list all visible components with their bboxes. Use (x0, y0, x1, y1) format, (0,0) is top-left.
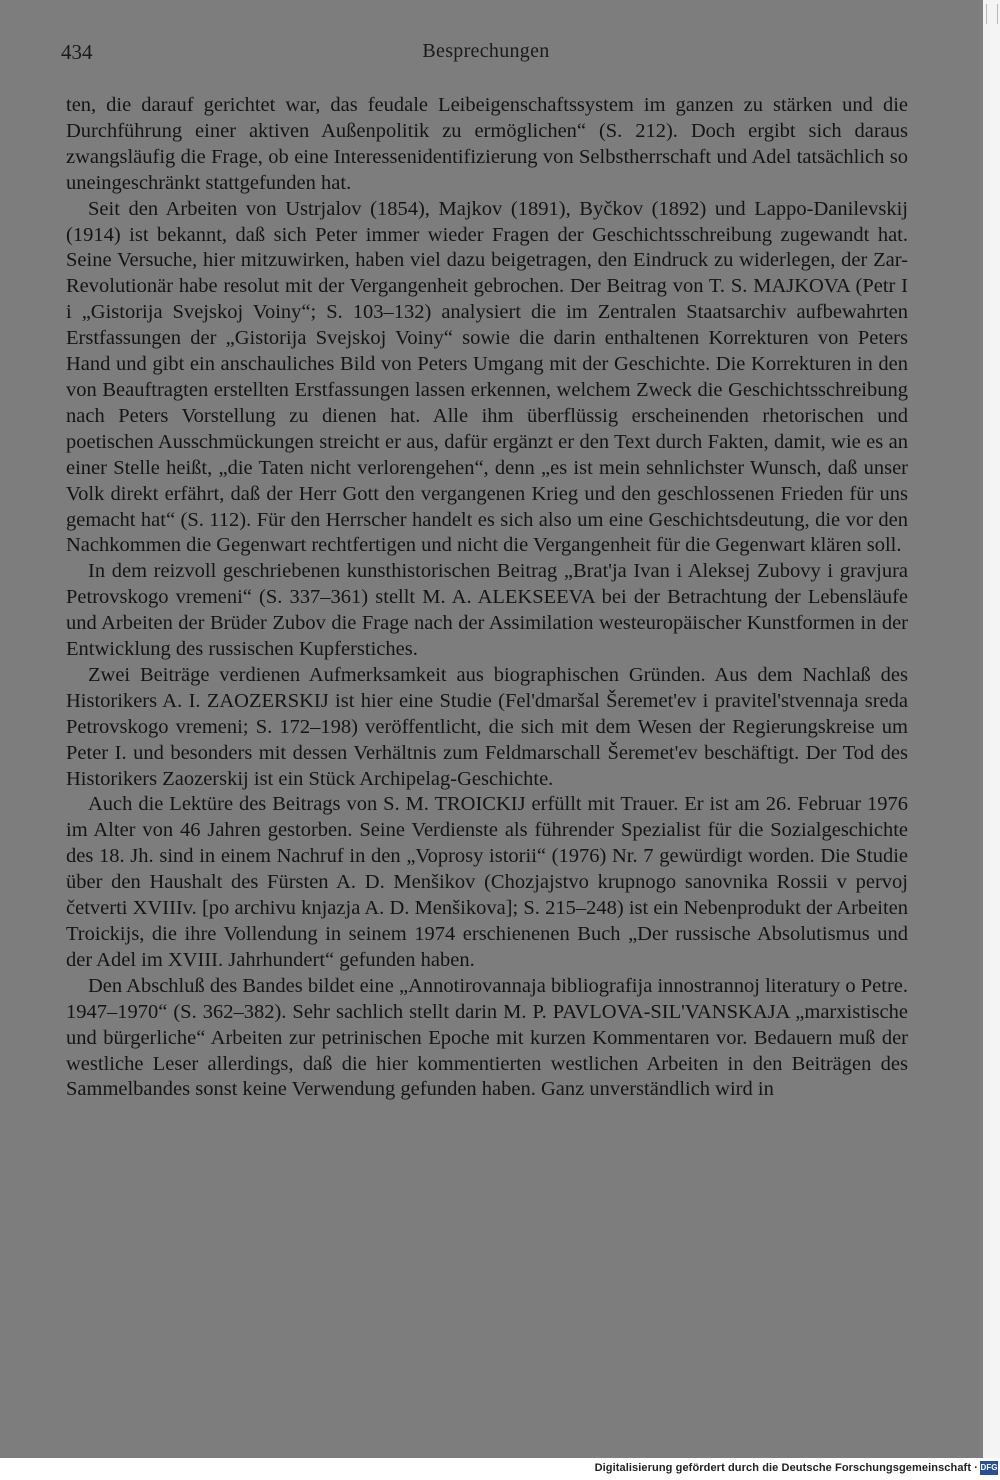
running-head: Besprechungen (422, 40, 550, 62)
paragraph: ten, die darauf gerichtet war, das feudale Leibeigenschaftssystem im ganzen zu stärken und die Durchführung einer aktiven Außenpolitik zu ermöglichen“ (S. 212). Doch ergibt sich daraus zwangsläufig die Frage, ob eine Interessenidentifizierung von Selbstherrschaft und Adel tatsächlich so uneingeschränkt stattgefunden hat. (66, 94, 908, 194)
paragraph: Auch die Lektüre des Beitrags von S. M. TROICKIJ erfüllt mit Trauer. Er ist am 26. Februar 1976 im Alter von 46 Jahren gestorben. Seine Verdienste als führender Spezialist für die Sozialgeschichte des 18. Jh. sind in einem Nachruf in den „Voprosy istorii“ (1976) Nr. 7 gewürdigt worden. Die Studie über den Haushalt des Fürsten A. D. Menšikov (Chozjajstvo krupnogo sanovnika Rossii v pervoj četverti XVIIIv. [po archivu knjazja A. D. Menšikova]; S. 215–248) ist ein Nebenprodukt der Arbeiten Troickijs, die ihre Vollendung in seinem 1974 erschienenen Buch „Der russische Absolutismus und der Adel im XVIII. Jahrhundert“ gefunden haben. (66, 793, 908, 971)
funding-credit: Digitalisierung gefördert durch die Deutsche Forschungsgemeinschaft · (594, 1462, 978, 1474)
page-header (61, 40, 911, 66)
page-number: 434 (61, 40, 93, 64)
dfg-logo-icon: DFG (980, 1461, 998, 1475)
paragraph: Den Abschluß des Bandes bildet eine „Annotirovannaja bibliografija innostrannoj literatury o Petre. 1947–1970“ (S. 362–382). Sehr sachlich stellt darin M. P. PAVLOVA-SIL'VANSKAJA „marxistische und bürgerliche“ Arbeiten zur petrinischen Epoche mit kurzen Kommentaren vor. Bedauern muß der westliche Leser allerdings, daß die hier kommentierten westlichen Arbeiten in den Beiträgen des Sammelbandes sonst keine Verwendung gefunden haben. Ganz unverständlich wird in (66, 974, 908, 1101)
paragraph: Seit den Arbeiten von Ustrjalov (1854), Majkov (1891), Byčkov (1892) und Lappo-Danilevskij (1914) ist bekannt, daß sich Peter immer wieder Fragen der Geschichtsschreibung zugewandt hat. Seine Versuche, hier mitzuwirken, haben viel dazu beigetragen, den Eindruck zu widerlegen, der Zar-Revolutionär habe resolut mit der Vergangenheit gebrochen. Der Beitrag von T. S. MAJKOVA (Petr I i „Gistorija Svejskoj Voiny“; S. 103–132) analysiert die im Zentralen Staatsarchiv aufbewahrten Erstfassungen der „Gistorija Svejskoj Voiny“ sowie die darin enthaltenen Korrekturen von Peters Hand und gibt ein anschauliches Bild von Peters Umgang mit der Geschichte. Die Korrekturen in den von Beauftragten erstellten Erstfassungen lassen erkennen, welchem Zweck die Geschichtsschreibung nach Peters Vorstellung zu dienen hat. Alle ihm überflüssig erscheinenden rhetorischen und poetischen Ausschmückungen streicht er aus, dafür ergänzt er den Text durch Fakten, damit, wie es an einer Stelle heißt, „die Taten nicht verlorengehen“, denn „es ist mein sehnlichster Wunsch, daß unser Volk direkt erfährt, daß der Herr Gott den vergangenen Krieg und den geschlossenen Frieden für uns gemacht hat“ (S. 112). Für den Herrscher handelt es sich also um eine Geschichtsdeutung, die vor den Nachkommen die Gegenwart rechtfertigen und nicht die Vergangenheit für die Gegenwart klären soll. (66, 197, 908, 557)
digitization-footer (0, 1458, 1000, 1480)
article-body (66, 93, 908, 1103)
edge-marks (986, 4, 998, 24)
paragraph: In dem reizvoll geschriebenen kunsthistorischen Beitrag „Brat'ja Ivan i Aleksej Zubovy i gravjura Petrovskogo vremeni“ (S. 337–361) stellt M. A. ALEKSEEVA bei der Betrachtung der Lebensläufe und Arbeiten der Brüder Zubov die Frage nach der Assimilation westeuropäischer Kunstformen in der Entwicklung des russischen Kupferstiches. (66, 560, 908, 661)
page-edge (983, 0, 1000, 1458)
paragraph: Zwei Beiträge verdienen Aufmerksamkeit aus biographischen Gründen. Aus dem Nachlaß des Historikers A. I. ZAOZERSKIJ ist hier eine Studie (Fel'dmaršal Šeremet'ev i pravitel'stvennaja sreda Petrovskogo vremeni; S. 172–198) veröffentlicht, die sich mit dem Wesen der Regierungskreise um Peter I. und besonders mit dessen Verhältnis zum Feldmarschall Šeremet'ev beschäftigt. Der Tod des Historikers Zaozerskij ist ein Stück Archipelag-Geschichte. (66, 663, 908, 790)
